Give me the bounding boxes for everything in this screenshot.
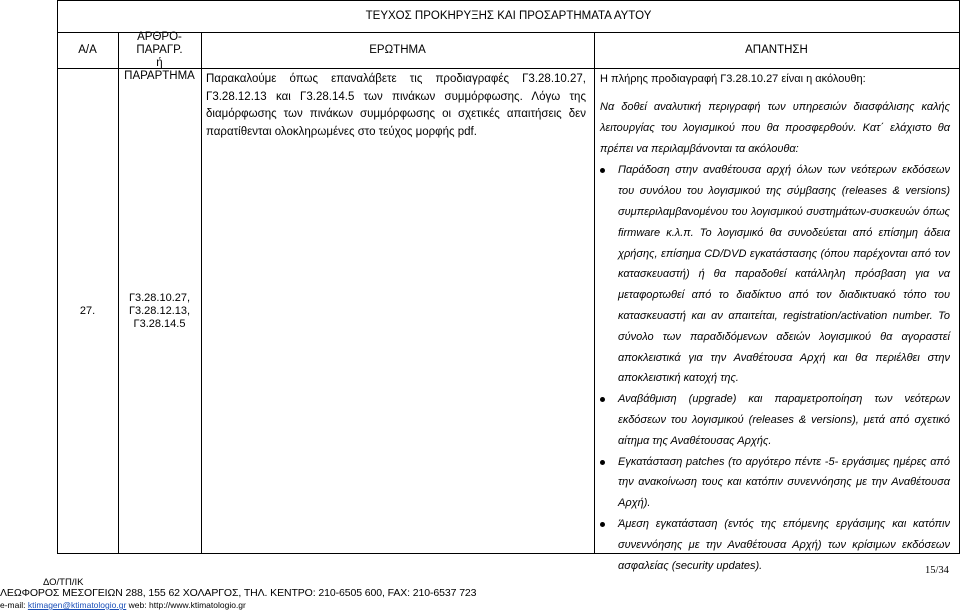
row-article-ref: Γ3.28.10.27, Γ3.28.12.13, Γ3.28.14.5 xyxy=(128,292,191,330)
email-label: e-mail: xyxy=(0,600,26,610)
bullet-icon xyxy=(600,460,605,465)
answer-bullet-text: Παράδοση στην αναθέτουσα αρχή όλων των νεότερων εκδόσεων του συνόλου του λογισμικού της σύμβασης (releases & versions) συμπεριλαμβανομένου του λογισμικού συστημάτων-συσκευών όπως firmware κ.λ.π. Το λογισμικό θα συνοδεύεται από επίσημη άδεια χρήσης, επίσημα CD/DVD εγκατάστασης (όπου παρέχονται από τον κατασκευαστή) ή θα παραδοθεί κατάλληλη πρόσβαση για να μεταφορτωθεί από το διαδίκτυο από τον διαδικτυακό τόπο του κατασκευαστή και αν απαιτείται, registration/activation number. Το σύνολο των παραδιδόμενων αδειών λογισμικού θα αγοραστεί αποκλειστικά για την Αναθέτουσα Αρχή και θα περιέλθει στην αποκλειστική κατοχή της. xyxy=(618,164,950,385)
header-article: ΑΡΘΡΟ-ΠΑΡΑΓΡ. ή ΠΑΡΑΡΤΗΜΑ xyxy=(124,31,195,82)
answer-bullet xyxy=(600,389,950,451)
answer-body: Να δοθεί αναλυτική περιγραφή των υπηρεσιών διασφάλισης καλής λειτουργίας του λογισμικού που θα προσφερθούν. Κατ΄ ελάχιστο θα πρέπει να περιλαμβάνονται τα ακόλουθα: xyxy=(600,101,950,155)
header-answer: ΑΠΑΝΤΗΣΗ xyxy=(745,44,808,56)
bullet-icon xyxy=(600,168,605,173)
left-border xyxy=(57,0,58,554)
header-question: ΕΡΩΤΗΜΑ xyxy=(369,44,426,56)
question-text: Παρακαλούμε όπως επαναλάβετε τις προδιαγραφές Γ3.28.10.27, Γ3.28.12.13 και Γ3.28.14.5 των πινάκων συμμόρφωσης. Λόγω της διαμόρφωσης των πινάκων συμμόρφωσης οι σχετικές απαιτήσεις δεν παρατίθενται ολοκληρωμένες στο τεύχος μορφής pdf. xyxy=(206,73,586,138)
footer-address: ΛΕΩΦΟΡΟΣ ΜΕΣΟΓΕΙΩΝ 288, 155 62 ΧΟΛΑΡΓΟΣ, ΤΗΛ. ΚΕΝΤΡΟ: 210-6505 600, FAX: 210-6537 723 xyxy=(0,587,477,599)
answer-bullet xyxy=(600,452,950,514)
web-label: web: xyxy=(128,600,147,610)
answer-cell xyxy=(600,71,950,576)
answer-intro: Η πλήρης προδιαγραφή Γ3.28.10.27 είναι η ακόλουθη: xyxy=(600,73,866,85)
bullet-icon xyxy=(600,522,605,527)
table-title: ΤΕΥΧΟΣ ΠΡΟΚΗΡΥΞΗΣ ΚΑΙ ΠΡΟΣΑΡΤΗΜΑΤΑ ΑΥΤΟΥ xyxy=(365,10,652,22)
col-divider-3 xyxy=(594,32,595,554)
answer-bullet xyxy=(600,160,950,389)
answer-bullet xyxy=(600,514,950,576)
answer-bullet-text: Αναβάθμιση (upgrade) και παραμετροποίηση των νεότερων εκδόσεων του λογισμικού (releases & versions), μετά από σχετικό αίτημα της Αναθέτουσας Αρχής. xyxy=(618,393,950,447)
header-aa: Α/Α xyxy=(78,44,97,56)
bullet-icon xyxy=(600,397,605,402)
row-number: 27. xyxy=(79,305,96,317)
footer-dept: ΔΟ/ΤΠ/ΙΚ xyxy=(43,577,84,588)
email-link[interactable]: ktimagen@ktimatologio.gr xyxy=(27,600,127,610)
web-link[interactable]: http://www.ktimatologio.gr xyxy=(149,600,246,610)
answer-bullet-list xyxy=(600,160,950,576)
table-top-border xyxy=(57,0,960,1)
answer-bullet-text: Άμεση εγκατάσταση (εντός της επόμενης εργάσιμης και κατόπιν συνεννόησης με την Αναθέτουσα Αρχή) των κρίσιμων εκδόσεων ασφαλείας (security updates). xyxy=(618,517,950,572)
page-number: 15/34 xyxy=(925,565,949,576)
col-divider-2 xyxy=(201,32,202,554)
footer-contact xyxy=(0,600,246,610)
answer-bullet-text: Εγκατάσταση patches (το αργότερο πέντε -5- εργάσιμες ημέρες από την ανακοίνωση τους και κατόπιν συνεννόησης με την Αναθέτουσα Αρχή). xyxy=(618,455,950,510)
